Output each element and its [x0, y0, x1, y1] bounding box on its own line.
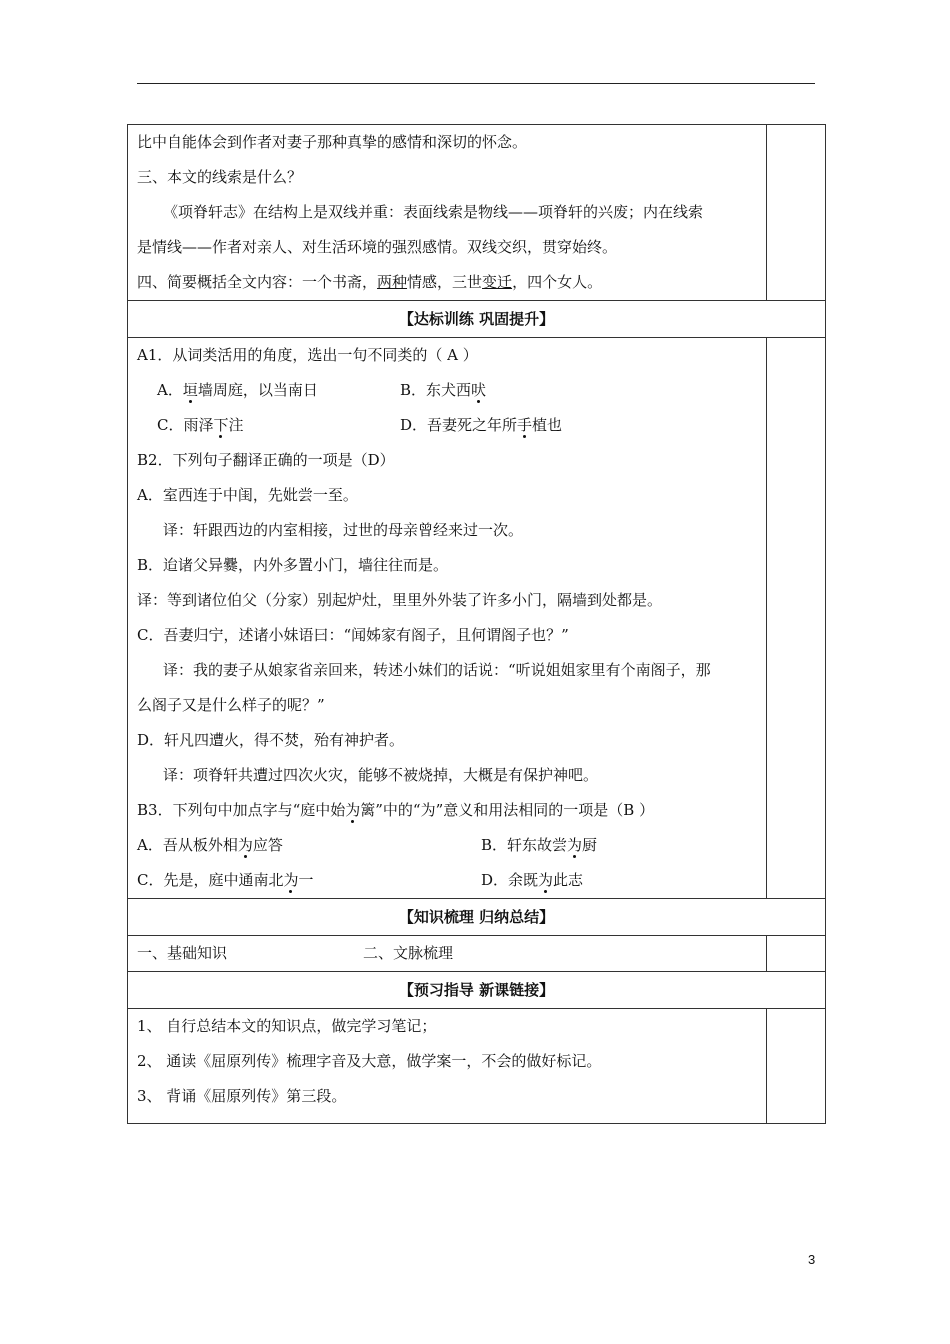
- side-cell: [767, 1009, 826, 1124]
- a1-c-dotted: 下: [213, 416, 229, 434]
- b2-option-c: C．吾妻归宁，述诸小妹语曰：“闻姊家有阁子，且何谓阁子也？”: [137, 626, 569, 644]
- preview-header: 【预习指导 新课链接】: [398, 981, 555, 999]
- q4-suffix: ，四个女人。: [512, 273, 603, 291]
- b3-b-post: 厨: [582, 836, 598, 854]
- b2-option-c-translation-2: 么阁子又是什么样子的呢？”: [137, 696, 325, 714]
- side-cell: [767, 936, 826, 972]
- b2-option-a-translation: 译：轩跟西边的内室相接，过世的母亲曾经来过一次。: [163, 521, 524, 539]
- b3-d-post: 此志: [553, 871, 584, 889]
- page-number: 3: [808, 1252, 816, 1267]
- intro-line: 比中自能体会到作者对妻子那种真挚的感情和深切的怀念。: [137, 133, 528, 151]
- b3-a-pre: A．吾从板外相: [137, 836, 238, 854]
- b2-option-d-translation: 译：项脊轩共遭过四次火灾，能够不被烧掉，大概是有保护神吧。: [163, 766, 599, 784]
- b3-a-dotted: 为: [237, 836, 253, 854]
- practice-header-cell: [128, 301, 826, 338]
- a1-c-post: 注: [228, 416, 244, 434]
- a1-b-dotted: 吠: [471, 381, 487, 399]
- a1-question: A1．从词类活用的角度，选出一句不同类的（ A ）: [137, 346, 478, 364]
- question-3-title: 三、本文的线索是什么？: [137, 168, 303, 186]
- header-rule: [137, 83, 815, 84]
- q4-mid: 情感，三世: [407, 273, 483, 291]
- a1-d-dotted: 手: [517, 416, 533, 434]
- b3-d-pre: D．余既: [481, 871, 539, 889]
- side-cell: [767, 125, 826, 301]
- b3-c-dotted: 为: [283, 871, 299, 889]
- summary-header-row: [128, 899, 826, 936]
- question-4-line: [137, 265, 766, 300]
- b2-option-a: A．室西连于中闺，先妣尝一至。: [137, 486, 358, 504]
- summary-header-cell: [128, 899, 826, 936]
- question-3-answer-line-2: 是情线——作者对亲人、对生活环境的强烈感情。双线交织，贯穿始终。: [137, 238, 618, 256]
- b3-b-pre: B．轩东故尝: [481, 836, 568, 854]
- q4-prefix: 四、简要概括全文内容：一个书斋，: [137, 273, 378, 291]
- a1-d-pre: D．吾妻死之年所: [400, 416, 518, 434]
- summary-basic-knowledge: 一、基础知识: [137, 944, 228, 962]
- preview-header-cell: [128, 972, 826, 1009]
- b3-c-pre: C．先是，庭中通南北: [137, 871, 284, 889]
- section-intro-row: [128, 125, 826, 301]
- a1-b-pre: B．东犬西: [400, 381, 472, 399]
- a1-options-ab: [137, 373, 766, 408]
- b3-options-ab: [137, 828, 766, 863]
- b3-c-post: 一: [298, 871, 314, 889]
- b2-option-c-translation-1: 译：我的妻子从娘家省亲回来，转述小妹们的话说：“听说姐姐家里有个南阁子，那: [163, 661, 711, 679]
- preview-row: [128, 1009, 826, 1124]
- summary-line: [137, 936, 766, 971]
- preview-cell: [128, 1009, 767, 1124]
- a1-d-post: 植也: [532, 416, 563, 434]
- a1-a-post: 墙周庭，以当南日: [197, 381, 318, 399]
- preview-item-1: 1、 自行总结本文的知识点，做完学习笔记；: [137, 1017, 437, 1035]
- preview-header-row: [128, 972, 826, 1009]
- summary-row: [128, 936, 826, 972]
- section-intro-cell: [128, 125, 767, 301]
- b2-option-b-translation: 译：等到诸位伯父（分家）别起炉灶，里里外外装了许多小门，隔墙到处都是。: [137, 591, 663, 609]
- b3-post: 篱”中的“为”意义和用法相同的一项是（B ）: [360, 801, 655, 819]
- b2-option-b: B．迨诸父异爨，内外多置小门，墙往往而是。: [137, 556, 449, 574]
- b3-question: [137, 793, 766, 828]
- worksheet-table: [127, 124, 826, 1124]
- b3-d-dotted: 为: [538, 871, 554, 889]
- preview-item-3: 3、 背诵《屈原列传》第三段。: [137, 1087, 347, 1105]
- q4-underlined-1: 两种: [377, 273, 408, 291]
- b3-dotted: 为: [345, 801, 361, 819]
- a1-a-dotted: 垣: [182, 381, 198, 399]
- b3-options-cd: [137, 863, 766, 898]
- b2-question: B2．下列句子翻译正确的一项是（D）: [137, 451, 395, 469]
- summary-text-structure: 二、文脉梳理: [363, 944, 454, 962]
- q4-underlined-2: 变迁: [482, 273, 513, 291]
- preview-item-2: 2、 通读《屈原列传》梳理字音及大意，做学案一，不会的做好标记。: [137, 1052, 602, 1070]
- side-cell: [767, 338, 826, 899]
- b2-option-d: D．轩凡四遭火，得不焚，殆有神护者。: [137, 731, 405, 749]
- a1-a-pre: A．: [157, 381, 183, 399]
- b3-a-post: 应答: [252, 836, 283, 854]
- b3-pre: B3．下列句中加点字与“庭中始: [137, 801, 346, 819]
- practice-cell: [128, 338, 767, 899]
- practice-header: 【达标训练 巩固提升】: [398, 310, 555, 328]
- b3-b-dotted: 为: [567, 836, 583, 854]
- summary-cell: [128, 936, 767, 972]
- a1-options-cd: [137, 408, 766, 443]
- summary-header: 【知识梳理 归纳总结】: [398, 908, 555, 926]
- question-3-answer-line-1: 《项脊轩志》在结构上是双线并重：表面线索是物线——项脊轩的兴废；内在线索: [163, 203, 704, 221]
- practice-header-row: [128, 301, 826, 338]
- a1-c-pre: C．雨泽: [157, 416, 214, 434]
- practice-row: [128, 338, 826, 899]
